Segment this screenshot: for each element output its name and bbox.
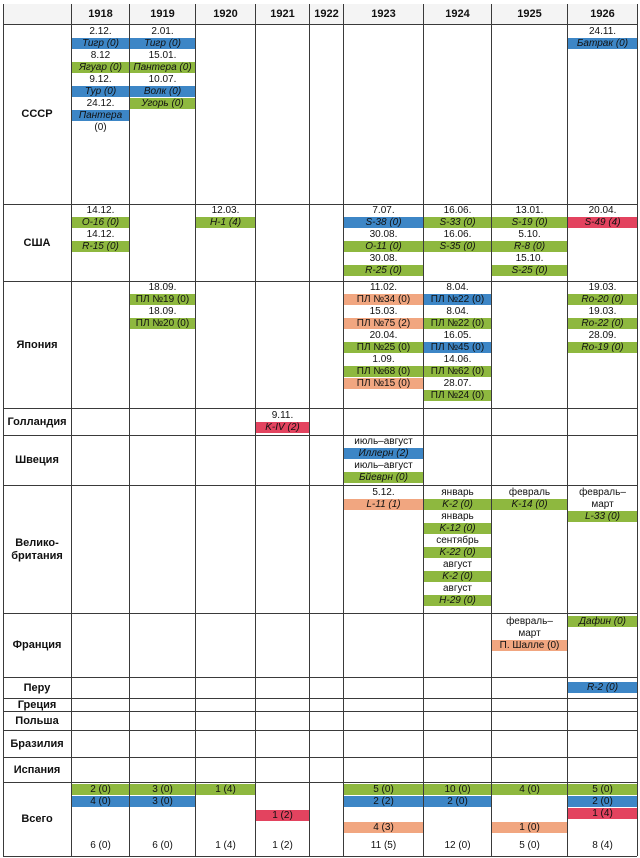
grid-line [3,730,637,731]
submarine-entry: Ягуар (0) [72,62,129,73]
grand-total: 12 (0) [444,840,471,851]
submarine-entry: Иллерн (2) [344,448,423,459]
submarine-entry: S-35 (0) [424,241,491,252]
loss-date: 15.10. [515,253,544,264]
submarine-entry: L-33 (0) [568,511,637,522]
loss-date: 8.04. [446,282,469,293]
grid-line [3,435,637,436]
total-cell: 4 (3) [344,822,423,833]
submarine-entry: Тур (0) [72,86,129,97]
loss-date: июль–август [354,460,413,471]
submarine-entry: L-11 (1) [344,499,423,510]
total-cell: 1 (4) [568,808,637,819]
loss-date: 8.12 [90,50,111,61]
grid-line [3,485,637,486]
submarine-entry: K-2 (0) [424,571,491,582]
loss-date: 16.06. [443,229,472,240]
loss-date: 30.08. [369,253,398,264]
country-label: Франция [12,639,62,651]
loss-date: 16.05. [443,330,472,341]
grid-line [309,4,310,856]
grand-total: 5 (0) [519,840,540,851]
grand-total: 1 (2) [272,840,293,851]
country-label: Греция [17,698,57,711]
submarine-entry: S-19 (0) [492,217,567,228]
submarine-entry: ПЛ №75 (2) [344,318,423,329]
submarine-entry: Батрак (0) [568,38,637,49]
loss-date: 16.06. [443,205,472,216]
country-label: Бразилия [10,737,64,750]
year-header: 1918 [72,4,129,24]
loss-date: 15.01. [148,50,177,61]
submarine-entry: Пантера [72,110,129,121]
submarine-entry: S-25 (0) [492,265,567,276]
submarine-entry: O-11 (0) [344,241,423,252]
loss-date: 8.04. [446,306,469,317]
loss-date: июль–август [354,436,413,447]
submarine-entry: R-25 (0) [344,265,423,276]
loss-date: 19.03. [588,282,617,293]
grid-line [343,4,344,856]
total-cell: 1 (0) [492,822,567,833]
grand-total: 11 (5) [370,840,397,851]
submarine-entry: ПЛ №20 (0) [130,318,195,329]
loss-date: 2.12. [89,26,112,37]
loss-date: 12.03. [211,205,240,216]
loss-date: 5.10. [518,229,541,240]
loss-date: август [443,583,472,594]
loss-date: 18.09. [148,282,177,293]
total-cell: 1 (4) [196,784,255,795]
grid-line [3,408,637,409]
loss-date: 14.06. [443,354,472,365]
total-cell: 10 (0) [424,784,491,795]
submarine-entry: Угорь (0) [130,98,195,109]
submarine-entry: ПЛ №45 (0) [424,342,491,353]
submarine-entry: ПЛ №24 (0) [424,390,491,401]
loss-date: 10.07. [148,74,177,85]
submarine-entry: K-14 (0) [492,499,567,510]
submarine-entry: K-2 (0) [424,499,491,510]
total-cell: 3 (0) [130,784,195,795]
year-header: 1921 [256,4,309,24]
country-label: Польша [15,714,59,727]
grand-total: 6 (0) [90,840,111,851]
total-cell: 2 (0) [424,796,491,807]
loss-date: 9.12. [89,74,112,85]
grid-line [3,856,637,857]
total-cell: 2 (2) [344,796,423,807]
submarine-entry: ПЛ №22 (0) [424,294,491,305]
submarine-entry: ПЛ №19 (0) [130,294,195,305]
submarine-entry: O-16 (0) [72,217,129,228]
submarine-entry: Бйеврн (0) [344,472,423,483]
submarine-entry: K-22 (0) [424,547,491,558]
loss-date: 18.09. [148,306,177,317]
grid-line [129,4,130,856]
submarine-entry: K-12 (0) [424,523,491,534]
country-label: Голландия [7,415,67,428]
grid-line [423,4,424,856]
submarine-entry: S-49 (4) [568,217,637,228]
loss-date: 24.12. [86,98,115,109]
loss-date: январь [441,511,474,522]
loss-date: 19.03. [588,306,617,317]
year-header: 1919 [130,4,195,24]
year-header: 1920 [196,4,255,24]
loss-date: март [591,499,614,510]
grid-line [3,281,637,282]
loss-date: февраль [508,487,551,498]
country-label: Перу [23,681,51,694]
grid-line [3,711,637,712]
header-corner [4,4,71,24]
loss-date: 13.01. [515,205,544,216]
submarine-entry: Тигр (0) [72,38,129,49]
submarine-entry: R-2 (0) [568,682,637,693]
grid-line [3,677,637,678]
loss-date: 15.03. [369,306,398,317]
total-cell: 2 (0) [72,784,129,795]
country-label: СССР [21,108,53,120]
loss-date: февраль– [579,487,626,498]
grid-line [637,4,638,856]
submarine-entry: П. Шалле (0) [492,640,567,651]
submarine-entry: ПЛ №15 (0) [344,378,423,389]
loss-date: 20.04. [369,330,398,341]
grid-line [567,4,568,856]
submarine-entry-result: (0) [94,122,107,133]
total-cell: 4 (0) [492,784,567,795]
grid-line [3,757,637,758]
grand-total: 6 (0) [152,840,173,851]
submarine-entry: ПЛ №68 (0) [344,366,423,377]
loss-date: август [443,559,472,570]
loss-date: 2.01. [151,26,174,37]
loss-date: 1.09. [372,354,395,365]
submarine-entry: ПЛ №34 (0) [344,294,423,305]
grid-line [195,4,196,856]
country-label: Велико- британия [11,536,63,562]
loss-date: 20.04. [588,205,617,216]
year-header: 1922 [310,4,343,24]
submarine-entry: ПЛ №25 (0) [344,342,423,353]
loss-date: 14.12. [86,205,115,216]
submarine-entry: R-8 (0) [492,241,567,252]
year-header: 1925 [492,4,567,24]
submarine-entry: S-33 (0) [424,217,491,228]
year-header: 1924 [424,4,491,24]
submarine-entry: ПЛ №22 (0) [424,318,491,329]
loss-date: сентябрь [436,535,479,546]
grid-line [3,24,637,25]
country-label: Япония [16,338,58,351]
loss-date: 14.12. [86,229,115,240]
country-label: Швеция [15,454,59,466]
grand-total: 8 (4) [592,840,613,851]
submarine-entry: Ro-19 (0) [568,342,637,353]
year-header: 1926 [568,4,637,24]
submarine-entry: Ro-22 (0) [568,318,637,329]
submarine-entry: H-1 (4) [196,217,255,228]
loss-date: 28.09. [588,330,617,341]
loss-date: 7.07. [372,205,395,216]
country-label: США [23,236,51,249]
country-label: Всего [21,813,53,825]
submarine-entry: Волк (0) [130,86,195,97]
submarine-entry: ПЛ №62 (0) [424,366,491,377]
total-cell: 2 (0) [568,796,637,807]
loss-date: 5.12. [372,487,395,498]
loss-date: 11.02. [369,282,398,293]
grid-line [3,698,637,699]
loss-date: 30.08. [369,229,398,240]
total-cell: 5 (0) [344,784,423,795]
submarine-entry: K-IV (2) [256,422,309,433]
submarine-entry: H-29 (0) [424,595,491,606]
loss-date: 9.11. [271,410,294,421]
year-header: 1923 [344,4,423,24]
submarine-entry: Ro-20 (0) [568,294,637,305]
submarine-entry: Тигр (0) [130,38,195,49]
submarine-entry: Пантера (0) [130,62,195,73]
total-cell: 1 (2) [256,810,309,821]
submarine-entry: Дафин (0) [568,616,637,627]
country-label: Испания [13,763,61,776]
loss-date: март [518,628,541,639]
grid-line [3,613,637,614]
total-cell: 3 (0) [130,796,195,807]
loss-date: январь [441,487,474,498]
total-cell: 4 (0) [72,796,129,807]
grand-total: 1 (4) [215,840,236,851]
submarine-entry: S-38 (0) [344,217,423,228]
submarine-entry: R-15 (0) [72,241,129,252]
grid-line [491,4,492,856]
loss-date: февраль– [506,616,553,627]
loss-date: 28.07. [443,378,472,389]
loss-date: 24.11. [588,26,617,37]
total-cell: 5 (0) [568,784,637,795]
grid-line [3,782,637,783]
